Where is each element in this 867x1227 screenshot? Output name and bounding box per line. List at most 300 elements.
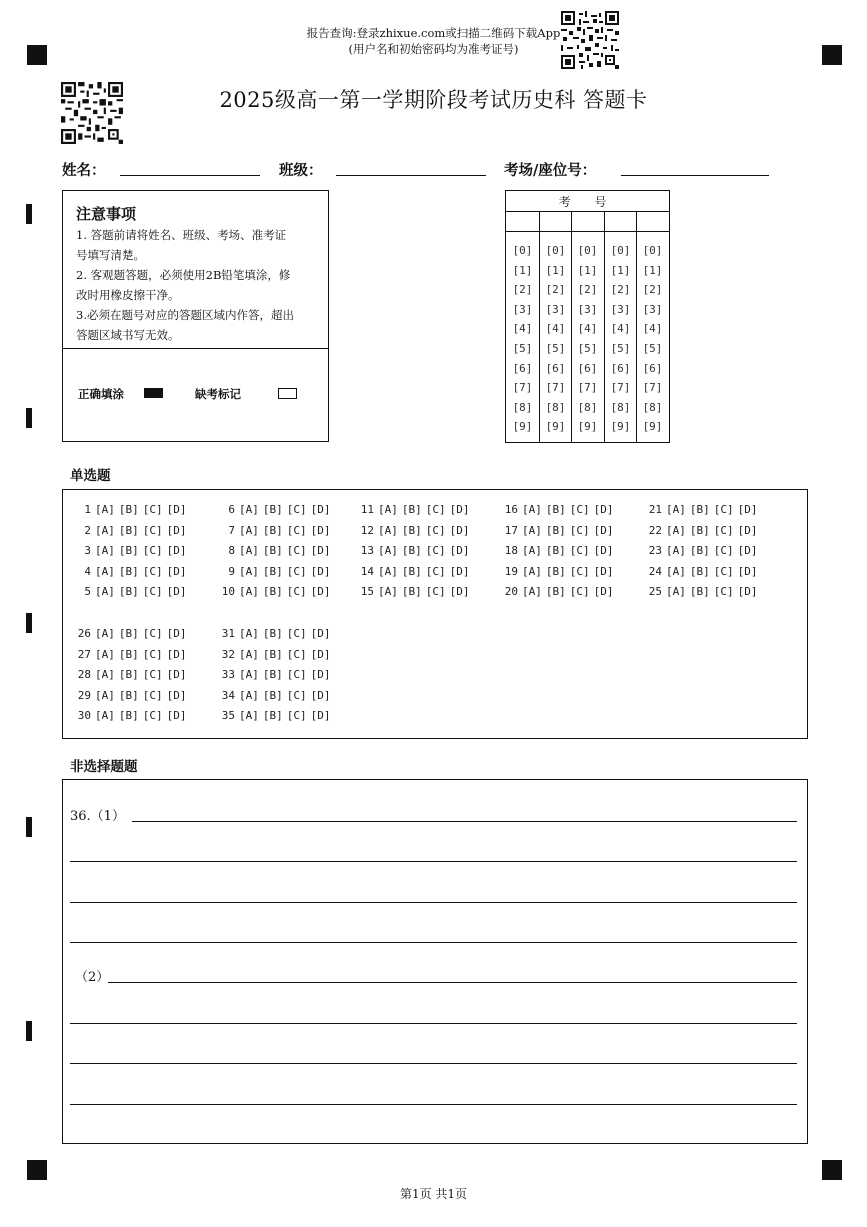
exam-digit-bubble[interactable]: [3] — [642, 302, 663, 316]
exam-digit-bubble[interactable]: [4] — [545, 322, 566, 336]
question-row — [213, 544, 335, 557]
answer-bubble[interactable]: [D] — [310, 668, 331, 682]
answer-bubble[interactable]: [D] — [166, 647, 187, 661]
answer-bubble[interactable]: [A] — [522, 585, 542, 599]
answer-bubble[interactable]: [A] — [378, 523, 398, 537]
answer-bubble[interactable]: [D] — [166, 709, 187, 723]
question-row — [213, 668, 335, 681]
question-row — [213, 503, 335, 516]
answer-bubble[interactable]: [C] — [713, 564, 734, 578]
exam-number-columns — [506, 211, 669, 442]
question-number: 5 — [84, 585, 91, 599]
answer-bubble[interactable]: [A] — [239, 544, 259, 558]
answer-bubble[interactable]: [B] — [689, 585, 710, 599]
answer-bubble[interactable]: [A] — [666, 564, 686, 578]
question-number: 3 — [84, 544, 91, 558]
question-number: 4 — [84, 564, 91, 578]
exam-digit-bubble[interactable]: [8] — [610, 400, 631, 414]
exam-digit-bubble[interactable]: [1] — [545, 263, 566, 277]
answer-bubble[interactable]: [A] — [239, 627, 259, 640]
question-number: 2 — [84, 523, 91, 537]
essay-section-title: 非选择题题 — [70, 759, 138, 775]
answer-bubble[interactable]: [D] — [449, 544, 470, 558]
answer-bubble[interactable]: [B] — [262, 709, 283, 723]
answer-bubble[interactable]: [D] — [166, 544, 187, 558]
answer-bubble[interactable]: [D] — [449, 503, 470, 516]
answer-bubble[interactable]: [A] — [522, 503, 542, 516]
answer-bubble[interactable]: [D] — [310, 564, 331, 578]
answer-bubble[interactable]: [D] — [166, 564, 187, 578]
question-number: 31 — [221, 627, 235, 640]
question-36-label: 36.（1） — [70, 809, 125, 824]
answer-bubble[interactable]: [A] — [239, 564, 259, 578]
answer-bubble[interactable]: [A] — [378, 585, 398, 599]
answer-bubble[interactable]: [A] — [239, 647, 259, 661]
answer-line[interactable] — [70, 861, 797, 862]
exam-digit-bubble[interactable]: [0] — [642, 244, 663, 257]
answer-bubble[interactable]: [C] — [286, 668, 307, 682]
answer-bubble[interactable]: [C] — [142, 544, 163, 558]
answer-bubble[interactable]: [B] — [118, 544, 139, 558]
question-number: 19 — [504, 564, 518, 578]
notice-item: 3.必须在题号对应的答题区域内作答，超出 — [76, 308, 294, 322]
question-number: 10 — [221, 585, 235, 599]
class-label: 班级： — [279, 162, 323, 179]
question-number: 9 — [228, 564, 235, 578]
exam-digit-bubble[interactable]: [9] — [512, 420, 533, 434]
answer-bubble[interactable]: [C] — [569, 585, 590, 599]
question-number: 15 — [360, 585, 374, 599]
question-row — [69, 585, 191, 598]
answer-bubble[interactable]: [C] — [142, 709, 163, 723]
question-number: 26 — [77, 627, 91, 640]
question-row — [640, 524, 762, 537]
answer-bubble[interactable]: [A] — [95, 709, 115, 723]
answer-bubble[interactable]: [B] — [262, 647, 283, 661]
exam-digit-bubble[interactable]: [0] — [610, 244, 631, 257]
report-query-notice — [0, 25, 867, 57]
answer-bubble[interactable]: [A] — [522, 564, 542, 578]
notice-line-2: (用户名和初始密码均为准考证号) — [348, 42, 519, 56]
essay-answer-area — [62, 779, 808, 1144]
answer-bubble[interactable]: [D] — [593, 523, 614, 537]
answer-bubble[interactable]: [A] — [522, 523, 542, 537]
mc-answer-area — [62, 489, 808, 739]
answer-bubble[interactable]: [D] — [737, 544, 758, 558]
answer-bubble[interactable]: [B] — [118, 564, 139, 578]
question-number: 20 — [504, 585, 518, 599]
question-number: 35 — [221, 709, 235, 723]
answer-bubble[interactable]: [D] — [166, 523, 187, 537]
exam-digit-bubble[interactable]: [3] — [545, 302, 566, 316]
answer-bubble[interactable]: [D] — [737, 523, 758, 537]
question-number: 28 — [77, 668, 91, 682]
question-row — [352, 503, 474, 516]
answer-bubble[interactable]: [D] — [310, 544, 331, 558]
answer-bubble[interactable]: [B] — [545, 564, 566, 578]
exam-digit-bubble[interactable]: [9] — [642, 420, 663, 434]
answer-bubble[interactable]: [A] — [522, 544, 542, 558]
answer-bubble[interactable]: [C] — [713, 544, 734, 558]
answer-bubble[interactable]: [D] — [310, 503, 331, 516]
answer-bubble[interactable]: [C] — [286, 544, 307, 558]
answer-line[interactable] — [132, 821, 797, 822]
answer-bubble[interactable]: [B] — [689, 544, 710, 558]
exam-digit-bubble[interactable]: [0] — [545, 244, 566, 257]
answer-bubble[interactable]: [B] — [545, 523, 566, 537]
answer-bubble[interactable]: [D] — [166, 503, 187, 516]
exam-digit-bubble[interactable]: [8] — [512, 400, 533, 414]
exam-digit-bubble[interactable]: [5] — [577, 342, 598, 355]
exam-digit-bubble[interactable]: [1] — [610, 263, 631, 277]
answer-bubble[interactable]: [A] — [95, 668, 115, 682]
answer-bubble[interactable]: [D] — [310, 688, 331, 702]
question-row — [69, 565, 191, 578]
answer-bubble[interactable]: [B] — [262, 627, 283, 640]
answer-bubble[interactable]: [A] — [95, 523, 115, 537]
name-label: 姓名： — [62, 162, 106, 179]
question-row — [496, 503, 618, 516]
answer-bubble[interactable]: [A] — [239, 668, 259, 682]
answer-bubble[interactable]: [C] — [286, 523, 307, 537]
answer-bubble[interactable]: [B] — [262, 503, 283, 516]
answer-bubble[interactable]: [B] — [118, 668, 139, 682]
answer-bubble[interactable]: [B] — [118, 647, 139, 661]
question-row — [213, 709, 335, 722]
notice-item: 答题区域书写无效。 — [76, 328, 180, 342]
answer-bubble[interactable]: [D] — [737, 564, 758, 578]
registration-mark-bottom-left — [27, 1160, 47, 1180]
answer-bubble[interactable]: [A] — [95, 503, 115, 516]
answer-bubble[interactable]: [A] — [239, 523, 259, 537]
question-row — [69, 689, 191, 702]
divider — [63, 348, 328, 349]
answer-bubble[interactable]: [D] — [310, 585, 331, 599]
answer-bubble[interactable]: [C] — [425, 503, 446, 516]
answer-bubble[interactable]: [D] — [449, 564, 470, 578]
exam-digit-bubble[interactable]: [0] — [577, 244, 598, 257]
answer-bubble[interactable]: [B] — [689, 523, 710, 537]
question-number: 14 — [360, 564, 374, 578]
qr-code-icon — [561, 11, 619, 69]
question-row — [352, 565, 474, 578]
answer-bubble[interactable]: [B] — [118, 688, 139, 702]
notice-list — [76, 225, 321, 345]
answer-bubble[interactable]: [D] — [593, 544, 614, 558]
exam-digit-bubble[interactable]: [7] — [512, 381, 533, 395]
answer-line[interactable] — [70, 1063, 797, 1064]
notice-box — [62, 190, 329, 442]
notice-title: 注意事项 — [76, 205, 137, 223]
answer-bubble[interactable]: [B] — [118, 503, 139, 516]
answer-bubble[interactable]: [C] — [713, 585, 734, 599]
exam-digit-bubble[interactable]: [6] — [577, 361, 598, 375]
answer-bubble[interactable]: [D] — [310, 647, 331, 661]
question-row — [69, 544, 191, 557]
answer-bubble[interactable]: [A] — [666, 503, 686, 516]
question-row — [213, 689, 335, 702]
answer-bubble[interactable]: [A] — [95, 585, 115, 599]
question-number: 11 — [360, 503, 374, 516]
question-row — [213, 565, 335, 578]
question-number: 1 — [84, 503, 91, 516]
exam-digit-bubble[interactable]: [8] — [642, 400, 663, 414]
exam-digit-bubble[interactable]: [6] — [610, 361, 631, 375]
exam-digit-bubble[interactable]: [2] — [545, 283, 566, 297]
answer-bubble[interactable]: [C] — [569, 564, 590, 578]
question-row — [352, 544, 474, 557]
answer-bubble[interactable]: [D] — [166, 585, 187, 599]
class-field[interactable] — [336, 175, 486, 176]
answer-bubble[interactable]: [C] — [142, 503, 163, 516]
question-row — [640, 565, 762, 578]
answer-bubble[interactable]: [C] — [286, 627, 307, 640]
answer-bubble[interactable]: [B] — [118, 523, 139, 537]
timing-mark — [26, 1021, 32, 1041]
answer-bubble[interactable]: [A] — [95, 544, 115, 558]
answer-bubble[interactable]: [B] — [262, 668, 283, 682]
answer-bubble[interactable]: [C] — [142, 668, 163, 682]
seat-field[interactable] — [621, 175, 769, 176]
answer-bubble[interactable]: [A] — [378, 564, 398, 578]
exam-digit-bubble[interactable]: [5] — [545, 342, 566, 355]
question-row — [69, 709, 191, 722]
answer-bubble[interactable]: [D] — [310, 627, 331, 640]
exam-digit-bubble[interactable]: [9] — [610, 420, 631, 434]
answer-bubble[interactable]: [C] — [142, 585, 163, 599]
answer-bubble[interactable]: [A] — [239, 503, 259, 516]
notice-item: 号填写清楚。 — [76, 248, 145, 262]
question-number: 21 — [648, 503, 662, 516]
mc-question-grid — [63, 490, 807, 738]
answer-bubble[interactable]: [B] — [401, 523, 422, 537]
question-number: 13 — [360, 544, 374, 558]
answer-bubble[interactable]: [C] — [425, 585, 446, 599]
answer-line[interactable] — [70, 942, 797, 943]
answer-bubble[interactable]: [A] — [666, 523, 686, 537]
question-number: 22 — [648, 523, 662, 537]
answer-bubble[interactable]: [A] — [239, 585, 259, 599]
answer-bubble[interactable]: [B] — [401, 585, 422, 599]
answer-bubble[interactable]: [D] — [310, 709, 331, 723]
answer-bubble[interactable]: [C] — [286, 503, 307, 516]
answer-bubble[interactable]: [D] — [166, 688, 187, 702]
question-row — [496, 585, 618, 598]
exam-digit-bubble[interactable]: [2] — [610, 283, 631, 297]
answer-bubble[interactable]: [C] — [286, 688, 307, 702]
answer-bubble[interactable]: [C] — [713, 523, 734, 537]
answer-line[interactable] — [70, 1023, 797, 1024]
answer-bubble[interactable]: [C] — [286, 647, 307, 661]
exam-digit-bubble[interactable]: [8] — [545, 400, 566, 414]
answer-bubble[interactable]: [B] — [118, 585, 139, 599]
answer-bubble[interactable]: [C] — [569, 544, 590, 558]
exam-digit-bubble[interactable]: [3] — [610, 302, 631, 316]
exam-digit-bubble[interactable]: [7] — [610, 381, 631, 395]
answer-bubble[interactable]: [A] — [95, 647, 115, 661]
question-number: 17 — [504, 523, 518, 537]
answer-bubble[interactable]: [C] — [142, 627, 163, 640]
question-number: 25 — [648, 585, 662, 599]
answer-bubble[interactable]: [A] — [666, 585, 686, 599]
answer-bubble[interactable]: [D] — [593, 503, 614, 516]
answer-bubble[interactable]: [B] — [545, 544, 566, 558]
notice-item: 改时用橡皮擦干净。 — [76, 288, 180, 302]
question-row — [640, 544, 762, 557]
question-row — [69, 503, 191, 516]
question-number: 34 — [221, 688, 235, 702]
question-number: 8 — [228, 544, 235, 558]
exam-digit-bubble[interactable]: [2] — [642, 283, 663, 297]
exam-digit-bubble[interactable]: [7] — [545, 381, 566, 395]
exam-digit-bubble[interactable]: [5] — [610, 342, 631, 355]
answer-bubble[interactable]: [D] — [310, 523, 331, 537]
answer-bubble[interactable]: [A] — [239, 709, 259, 723]
answer-bubble[interactable]: [A] — [239, 688, 259, 702]
question-row — [352, 524, 474, 537]
answer-bubble[interactable]: [B] — [262, 523, 283, 537]
exam-digit-bubble[interactable]: [1] — [512, 263, 533, 277]
exam-digit-bubble[interactable]: [6] — [545, 361, 566, 375]
exam-digit-bubble[interactable]: [2] — [512, 283, 533, 297]
timing-mark — [26, 613, 32, 633]
question-number: 29 — [77, 688, 91, 702]
answer-bubble[interactable]: [D] — [449, 585, 470, 599]
answer-bubble[interactable]: [C] — [142, 688, 163, 702]
answer-bubble[interactable]: [D] — [737, 585, 758, 599]
answer-bubble[interactable]: [B] — [545, 585, 566, 599]
answer-bubble[interactable]: [C] — [142, 523, 163, 537]
mc-section-title: 单选题 — [70, 468, 111, 484]
exam-digit-bubble[interactable]: [3] — [577, 302, 598, 316]
question-row — [496, 544, 618, 557]
answer-bubble[interactable]: [B] — [689, 503, 710, 516]
question-number: 32 — [221, 647, 235, 661]
name-field[interactable] — [120, 175, 260, 176]
answer-bubble[interactable]: [D] — [737, 503, 758, 516]
notice-line-1: 报告查询:登录zhixue.com或扫描二维码下载App — [306, 26, 561, 40]
answer-bubble[interactable]: [B] — [401, 544, 422, 558]
answer-bubble[interactable]: [B] — [262, 544, 283, 558]
exam-digit-bubble[interactable]: [9] — [545, 420, 566, 434]
answer-bubble[interactable]: [C] — [142, 647, 163, 661]
question-number: 24 — [648, 564, 662, 578]
exam-digit-bubble[interactable]: [1] — [577, 263, 598, 277]
answer-bubble[interactable]: [C] — [286, 585, 307, 599]
answer-bubble[interactable]: [B] — [689, 564, 710, 578]
timing-mark — [26, 204, 32, 224]
exam-digit-bubble[interactable]: [8] — [577, 400, 598, 414]
exam-digit-bubble[interactable]: [6] — [642, 361, 663, 375]
answer-bubble[interactable]: [A] — [378, 544, 398, 558]
answer-bubble[interactable]: [B] — [118, 627, 139, 640]
notice-item: 2. 客观题答题，必须使用2B铅笔填涂，修 — [76, 268, 291, 282]
exam-digit-bubble[interactable]: [3] — [512, 302, 533, 316]
answer-bubble[interactable]: [C] — [142, 564, 163, 578]
question-row — [69, 668, 191, 681]
exam-digit-bubble[interactable]: [4] — [610, 322, 631, 336]
question-number: 18 — [504, 544, 518, 558]
question-row — [640, 585, 762, 598]
exam-digit-bubble[interactable]: [7] — [577, 381, 598, 395]
exam-number-grid — [505, 190, 670, 443]
answer-bubble[interactable]: [C] — [286, 709, 307, 723]
question-row — [496, 524, 618, 537]
answer-bubble[interactable]: [C] — [286, 564, 307, 578]
answer-line[interactable] — [108, 982, 797, 983]
answer-bubble[interactable]: [C] — [425, 544, 446, 558]
exam-number-header: 考 号 — [558, 195, 617, 209]
answer-bubble[interactable]: [B] — [262, 564, 283, 578]
answer-bubble[interactable]: [C] — [569, 523, 590, 537]
question-row — [640, 503, 762, 516]
answer-bubble[interactable]: [A] — [95, 627, 115, 640]
question-number: 23 — [648, 544, 662, 558]
notice-item: 1. 答题前请将姓名、班级、考场、准考证 — [76, 228, 287, 242]
exam-digit-bubble[interactable]: [5] — [642, 342, 663, 355]
seat-label: 考场/座位号： — [504, 162, 597, 179]
exam-digit-bubble[interactable]: [1] — [642, 263, 663, 277]
question-row — [213, 648, 335, 661]
answer-bubble[interactable]: [D] — [593, 585, 614, 599]
page-title: 2025级高一第一学期阶段考试历史科 答题卡 — [219, 88, 648, 112]
answer-bubble[interactable]: [B] — [401, 503, 422, 516]
question-number: 7 — [228, 523, 235, 537]
exam-digit-bubble[interactable]: [5] — [512, 342, 533, 355]
answer-bubble[interactable]: [B] — [545, 503, 566, 516]
answer-bubble[interactable]: [B] — [262, 585, 283, 599]
answer-line[interactable] — [70, 902, 797, 903]
question-row — [69, 524, 191, 537]
exam-digit-bubble[interactable]: [0] — [512, 244, 533, 257]
answer-bubble[interactable]: [B] — [401, 564, 422, 578]
question-row — [352, 585, 474, 598]
question-row — [213, 627, 335, 640]
answer-bubble[interactable]: [A] — [95, 688, 115, 702]
exam-digit-bubble[interactable]: [9] — [577, 420, 598, 434]
answer-bubble[interactable]: [B] — [262, 688, 283, 702]
answer-bubble[interactable]: [A] — [378, 503, 398, 516]
answer-bubble[interactable]: [C] — [713, 503, 734, 516]
exam-digit-bubble[interactable]: [4] — [512, 322, 533, 336]
answer-bubble[interactable]: [C] — [569, 503, 590, 516]
legend-correct-label: 正确填涂 — [78, 387, 124, 401]
question-number: 27 — [77, 647, 91, 661]
exam-digit-bubble[interactable]: [2] — [577, 283, 598, 297]
answer-bubble[interactable]: [A] — [666, 544, 686, 558]
exam-digit-bubble[interactable]: [4] — [642, 322, 663, 336]
answer-bubble[interactable]: [C] — [425, 564, 446, 578]
answer-bubble[interactable]: [B] — [118, 709, 139, 723]
exam-digit-bubble[interactable]: [7] — [642, 381, 663, 395]
answer-bubble[interactable]: [A] — [95, 564, 115, 578]
question-row — [69, 648, 191, 661]
exam-digit-bubble[interactable]: [6] — [512, 361, 533, 375]
timing-mark — [26, 408, 32, 428]
absent-mark-box[interactable] — [278, 388, 297, 399]
answer-line[interactable] — [70, 1104, 797, 1105]
answer-bubble[interactable]: [D] — [166, 627, 187, 640]
question-row — [213, 585, 335, 598]
question-36-part2-label: （2） — [75, 970, 110, 985]
exam-digit-bubble[interactable]: [4] — [577, 322, 598, 336]
answer-bubble[interactable]: [D] — [449, 523, 470, 537]
legend-absent-label: 缺考标记 — [195, 387, 241, 401]
question-number: 6 — [228, 503, 235, 516]
answer-bubble[interactable]: [D] — [166, 668, 187, 682]
answer-bubble[interactable]: [C] — [425, 523, 446, 537]
answer-bubble[interactable]: [D] — [593, 564, 614, 578]
